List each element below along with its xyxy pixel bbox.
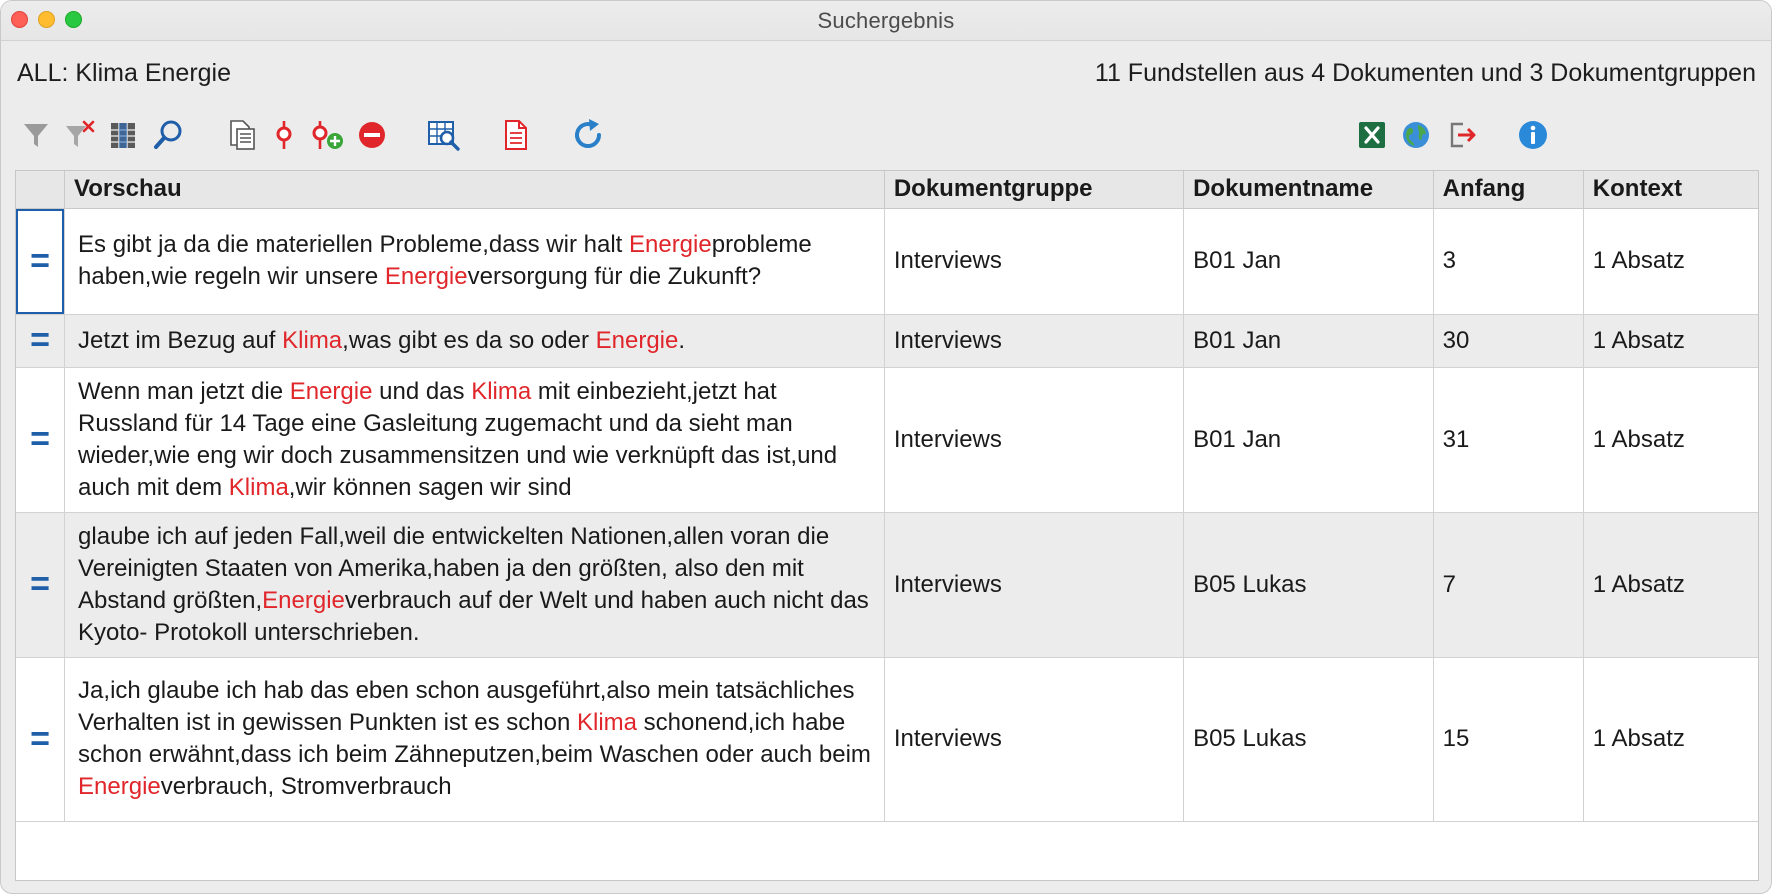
search-hit: Energie	[595, 326, 679, 354]
preview-text: verbrauch auf der Welt und haben auch nicht das Kyoto- Protokoll unterschrieben.	[78, 586, 869, 646]
preview-cell	[65, 657, 885, 821]
document-name-cell: B01 Jan	[1184, 314, 1434, 367]
document-name-cell: B01 Jan	[1184, 367, 1434, 512]
document-group-cell: Interviews	[884, 314, 1183, 367]
info-icon[interactable]	[1514, 116, 1552, 154]
preview-text: verbrauch, Stromverbrauch	[160, 773, 452, 800]
search-hit: Energie	[628, 231, 712, 258]
excel-export-icon[interactable]	[1353, 116, 1391, 154]
start-cell: 7	[1433, 512, 1583, 657]
result-summary: 11 Fundstellen aus 4 Dokumenten und 3 Dokumentgruppen	[1094, 59, 1756, 87]
column-header-document-name[interactable]: Dokumentname	[1184, 171, 1434, 208]
table-row[interactable]	[16, 657, 1759, 821]
row-marker[interactable]	[16, 657, 65, 821]
zoom-window-button[interactable]	[65, 11, 82, 28]
context-cell: 1 Absatz	[1583, 208, 1759, 314]
start-cell: 31	[1433, 367, 1583, 512]
table-row[interactable]	[16, 512, 1759, 657]
preview-cell	[65, 314, 885, 367]
preview-text: versorgung für die Zukunft?	[467, 263, 762, 290]
column-header-start[interactable]: Anfang	[1433, 171, 1583, 208]
column-header-document-group[interactable]: Dokumentgruppe	[884, 171, 1183, 208]
equals-icon: =	[30, 241, 50, 280]
search-hit: Energie	[262, 586, 345, 614]
add-code-icon[interactable]	[309, 116, 347, 154]
columns-icon[interactable]	[104, 116, 142, 154]
preview-text: .	[678, 326, 686, 354]
row-marker[interactable]	[16, 367, 65, 512]
toolbar	[17, 113, 1757, 163]
preview-text: Ja,ich glaube ich hab das eben schon ausgeführt,also mein tatsächliches Verhalten ist in gewissen Punkten ist es schon	[78, 677, 855, 736]
search-hit: Klima	[471, 377, 532, 405]
search-query: ALL: Klima Energie	[17, 59, 232, 87]
search-hit: Energie	[289, 377, 373, 405]
column-header-marker[interactable]	[16, 171, 65, 208]
equals-icon: =	[30, 719, 50, 758]
preview-text: mit einbezieht,jetzt hat Russland für 14 Tage eine Gasleitung zugemacht und da sieht man wieder,wie eng wir doch zusammensitzen und wie verknüpft das ist,und auch mit dem	[78, 377, 838, 501]
clear-filter-icon[interactable]	[61, 116, 99, 154]
document-list-icon[interactable]	[223, 116, 261, 154]
document-group-cell: Interviews	[884, 657, 1183, 821]
table-row[interactable]	[16, 367, 1759, 512]
document-group-cell: Interviews	[884, 512, 1183, 657]
search-table-icon[interactable]	[425, 116, 463, 154]
preview-text: Es gibt ja da die materiellen Probleme,dass wir halt	[78, 231, 629, 258]
column-header-context[interactable]: Kontext	[1583, 171, 1759, 208]
title-bar	[1, 1, 1771, 41]
search-hit: Energie	[78, 773, 161, 800]
preview-cell	[65, 512, 885, 657]
column-header-preview[interactable]: Vorschau	[65, 171, 885, 208]
window-title: Suchergebnis	[817, 7, 955, 33]
filter-icon[interactable]	[17, 116, 55, 154]
search-hit: Klima	[282, 326, 343, 354]
export-icon[interactable]	[1443, 116, 1481, 154]
table-row[interactable]	[16, 314, 1759, 367]
document-group-cell: Interviews	[884, 208, 1183, 314]
close-window-button[interactable]	[11, 11, 28, 28]
context-cell: 1 Absatz	[1583, 657, 1759, 821]
start-cell: 15	[1433, 657, 1583, 821]
search-hit: Energie	[384, 263, 468, 290]
document-icon[interactable]	[497, 116, 535, 154]
preview-cell	[65, 367, 885, 512]
preview-text: Wenn man jetzt die	[78, 377, 290, 405]
equals-icon: =	[30, 321, 50, 359]
preview-cell	[65, 208, 885, 314]
context-cell: 1 Absatz	[1583, 314, 1759, 367]
web-export-icon[interactable]	[1397, 116, 1435, 154]
preview-text: ,was gibt es da so oder	[342, 326, 596, 354]
preview-text: probleme haben,wie regeln wir unsere	[78, 231, 812, 290]
context-cell: 1 Absatz	[1583, 367, 1759, 512]
equals-icon: =	[30, 565, 50, 603]
row-marker[interactable]	[16, 314, 65, 367]
preview-text: ,wir können sagen wir sind	[288, 473, 572, 501]
table-row[interactable]	[16, 208, 1759, 314]
window-controls	[11, 11, 82, 28]
equals-icon: =	[30, 420, 50, 458]
minimize-window-button[interactable]	[38, 11, 55, 28]
preview-text: schonend,ich habe schon erwähnt,dass ich beim Zähneputzen,beim Waschen oder auch beim	[78, 709, 871, 768]
results-table	[15, 170, 1759, 881]
document-name-cell: B05 Lukas	[1184, 657, 1434, 821]
search-hit: Klima	[577, 709, 638, 736]
context-cell: 1 Absatz	[1583, 512, 1759, 657]
search-hit: Klima	[228, 473, 289, 501]
document-name-cell: B05 Lukas	[1184, 512, 1434, 657]
search-icon[interactable]	[149, 116, 187, 154]
preview-text: Jetzt im Bezug auf	[78, 326, 283, 354]
start-cell: 3	[1433, 208, 1583, 314]
refresh-icon[interactable]	[570, 116, 608, 154]
document-name-cell: B01 Jan	[1184, 208, 1434, 314]
table-header-row	[16, 171, 1759, 208]
start-cell: 30	[1433, 314, 1583, 367]
row-marker[interactable]	[16, 208, 65, 314]
preview-text: und das	[372, 377, 472, 405]
row-marker[interactable]	[16, 512, 65, 657]
preview-text: glaube ich auf jeden Fall,weil die entwickelten Nationen,allen voran die Vereinigten Staaten von Amerika,haben ja den größten, also den mit Abstand größten,	[78, 522, 830, 614]
remove-icon[interactable]	[353, 116, 391, 154]
document-group-cell: Interviews	[884, 367, 1183, 512]
code-pin-icon[interactable]	[265, 116, 303, 154]
